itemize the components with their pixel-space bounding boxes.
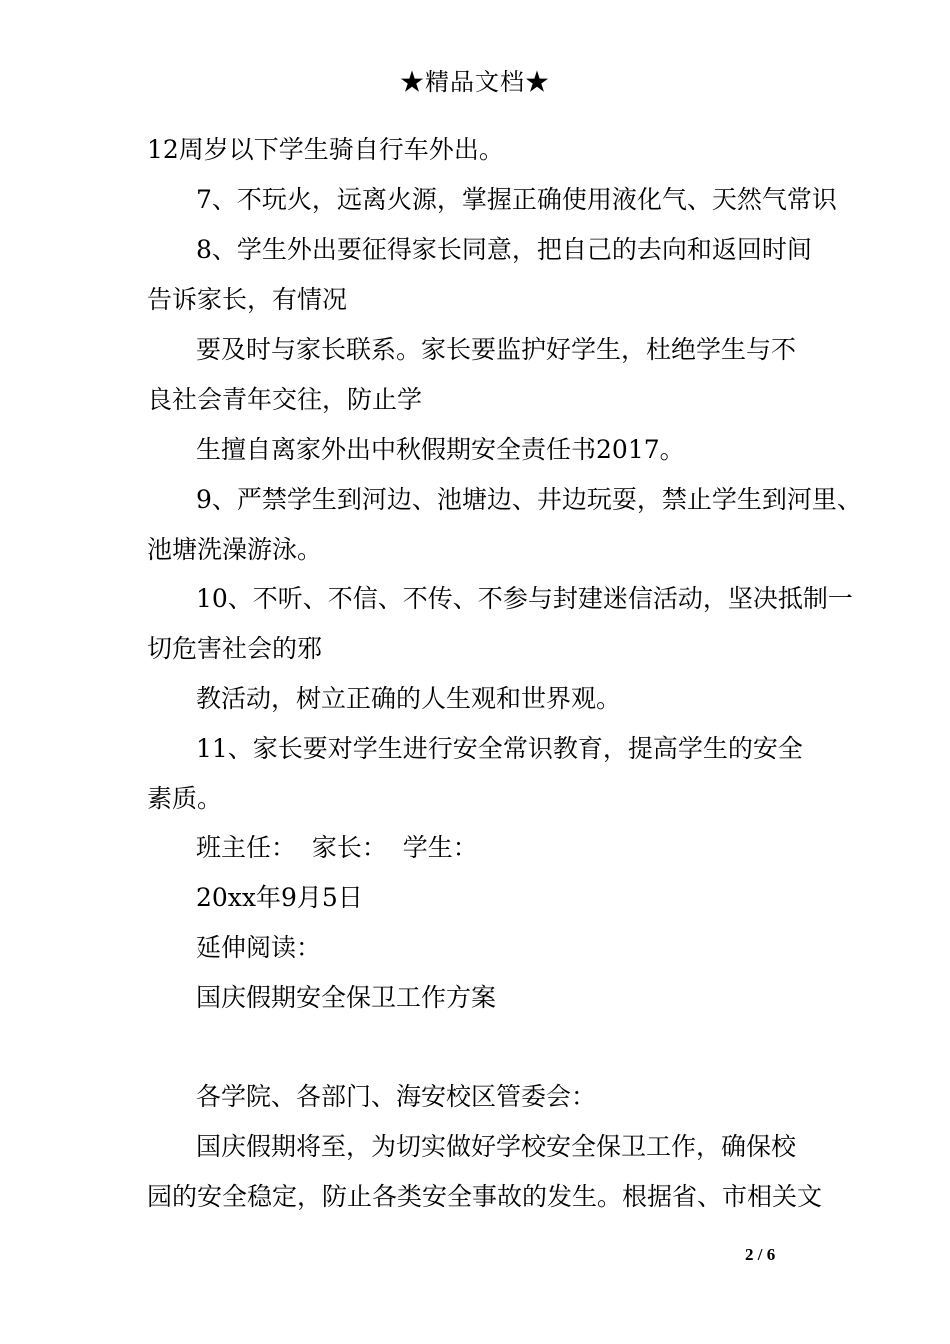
date-line: 20xx年9月5日 [196, 883, 363, 912]
body-line: 国庆假期将至，为切实做好学校安全保卫工作，确保校 [196, 1132, 797, 1161]
body-line: 池塘洗澡游泳。 [147, 535, 323, 564]
body-line: 8、学生外出要征得家长同意，把自己的去向和返回时间 [196, 235, 812, 264]
section-title: 国庆假期安全保卫工作方案 [196, 983, 497, 1012]
body-line: 素质。 [147, 784, 223, 813]
body-line: 园的安全稳定，防止各类安全事故的发生。根据省、市相关文 [147, 1182, 823, 1211]
body-line: 教活动，树立正确的人生观和世界观。 [196, 684, 622, 713]
body-line: 告诉家长，有情况 [147, 285, 348, 314]
body-line: 要及时与家长联系。家长要监护好学生，杜绝学生与不 [196, 335, 797, 364]
body-line: 12周岁以下学生骑自行车外出。 [147, 135, 504, 164]
body-line: 7、不玩火，远离火源，掌握正确使用液化气、天然气常识 [196, 185, 837, 214]
body-line: 良社会青年交往，防止学 [147, 385, 423, 414]
extended-reading-label: 延伸阅读： [196, 933, 322, 962]
body-line: 11、家长要对学生进行安全常识教育，提高学生的安全 [196, 734, 803, 763]
body-line: 切危害社会的邪 [147, 634, 323, 663]
body-line: 各学院、各部门、海安校区管委会： [196, 1082, 597, 1111]
body-line: 9、严禁学生到河边、池塘边、井边玩耍，禁止学生到河里、 [196, 485, 862, 514]
signature-line: 班主任： 家长： 学生： [196, 833, 478, 862]
body-line: 生擅自离家外出中秋假期安全责任书2017。 [196, 435, 685, 464]
page-header-title: ★精品文档★ [400, 68, 550, 96]
page-number: 2 / 6 [745, 1245, 776, 1264]
body-line: 10、不听、不信、不传、不参与封建迷信活动，坚决抵制一 [196, 584, 853, 613]
